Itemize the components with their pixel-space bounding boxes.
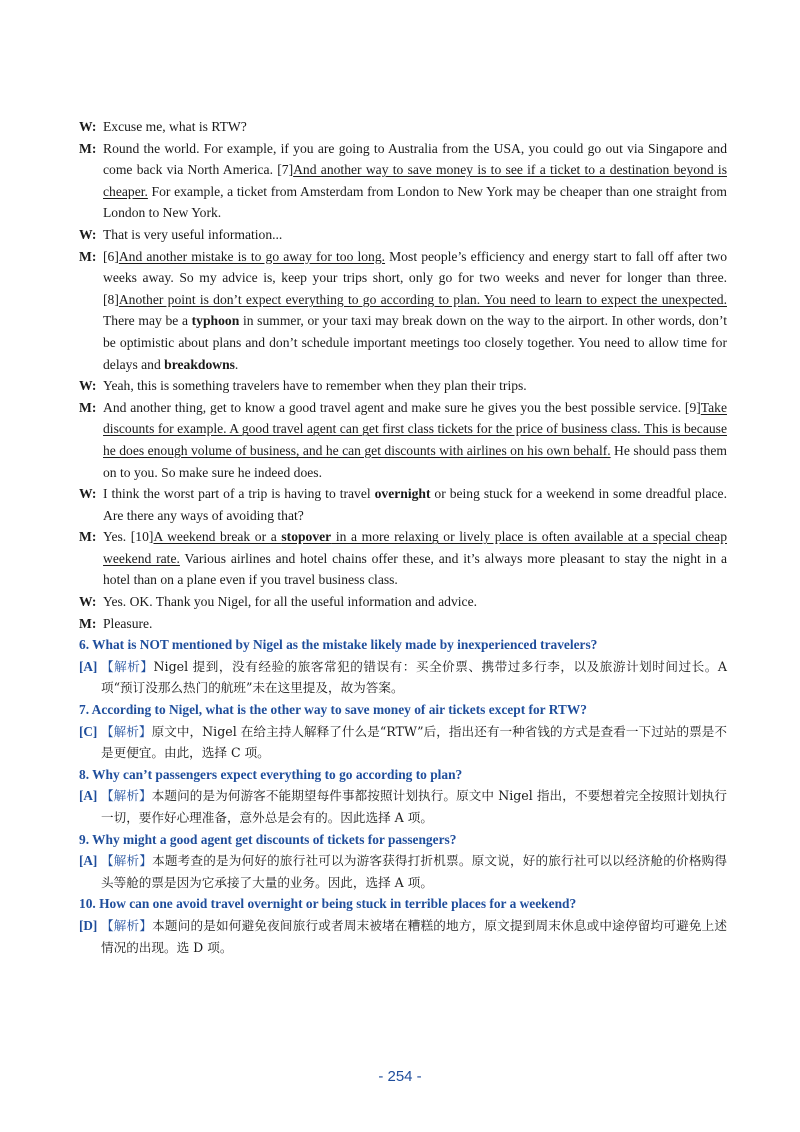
speaker-label: M: [79,140,97,156]
turn-text [103,526,727,591]
text-segment: Pleasure. [103,615,153,631]
speaker-label: M: [79,248,97,264]
text-segment: There may be a [103,313,192,329]
text-segment: Yeah, this is something travelers have to remember when they plan their trips. [103,378,527,394]
answer-key: [A] [79,658,98,674]
turn-text [103,224,727,246]
explanation-body: 本题考查的是为何好的旅行社可以为游客获得打折机票。原文说，好的旅行社可以以经济舱的价格购得头等舱的票是因为它承接了大量的业务。因此，选择 A 项。 [101,853,728,890]
answer-key: [A] [79,788,98,804]
page-number: - 254 - [378,1068,422,1085]
text-segment: I think the worst part of a trip is having to travel [103,486,375,502]
explanation-tag: 【解析】 [101,723,152,739]
speaker-label: M: [79,399,97,415]
speaker-label: W: [79,226,97,242]
explanation-tag: 【解析】 [101,658,154,674]
bold-keyword: breakdowns [164,356,235,372]
text-segment: . [234,356,239,372]
explanation-body: 本题问的是如何避免夜间旅行或者周末被堵在糟糕的地方，原文提到周末休息或中途停留均可避免上述情况的出现。选 D 项。 [101,917,728,955]
dialogue-turn [79,224,727,246]
dialogue-turn [79,397,727,483]
answer-explanation [79,656,727,699]
text-segment: Yes. [10] [103,529,154,545]
bold-keyword: typhoon [191,313,240,329]
underlined-answer-text: Another point is don’t expect everything to go according to plan. You need to learn to expect the unexpected. [118,291,727,307]
page-content [79,116,727,958]
question-text: 9. Why might a good agent get discounts of tickets for passengers? [79,831,457,847]
turn-text [103,246,727,376]
answer-key: [A] [79,853,98,869]
underlined-answer-text: stopover [281,529,332,545]
text-segment: [6] [103,248,119,264]
dialogue-turn [79,246,727,376]
text-segment: He should pass them on to you. So make sure he indeed does. [103,442,727,480]
text-segment: Round the world. For example, if you are going to Australia from the USA, you could go out via Singapore and come back via North America. [7] [103,140,727,178]
text-segment: And another thing, get to know a good travel agent and make sure he gives you the best possible service. [9] [103,399,701,415]
turn-text [103,591,727,613]
underlined-answer-text: And another mistake is to go away for too long. [118,248,386,264]
text-segment: or being stuck for a weekend in some dreadful place. Are there any ways of avoiding that? [103,486,727,523]
explanation-text [101,850,727,893]
dialogue-turn [79,116,727,138]
speaker-label: W: [79,594,97,610]
explanation-text [101,915,727,958]
answer-explanation [79,850,727,893]
dialogue-turn [79,613,727,635]
answer-key: [C] [79,723,98,739]
dialogue-turn [79,483,727,526]
question-text: 10. How can one avoid travel overnight or being stuck in terrible places for a weekend? [79,896,577,912]
explanation-body: 本题问的是为何游客不能期望每件事都按照计划执行。原文中 Nigel 指出，不要想着完全按照计划执行一切，要作好心理准备，意外总是会有的。因此选择 A 项。 [101,788,727,825]
text-segment: Yes. OK. Thank you Nigel, for all the useful information and advice. [103,594,478,610]
question-text: 8. Why can’t passengers expect everything to go according to plan? [79,766,463,782]
explanation-tag: 【解析】 [101,917,153,933]
explanation-body: Nigel 提到，没有经验的旅客常犯的错误有：买全价票、携带过多行李，以及旅游计划时间过长。A 项“预订没那么热门的航班”未在这里提及，故为答案。 [101,658,727,696]
speaker-label: M: [79,615,97,631]
dialogue-turn [79,526,727,591]
underlined-answer-text: And another way to save money is to see if a ticket to a destination beyond is cheaper. [103,162,727,199]
dialogue-turn [79,591,727,613]
turn-text [103,138,727,224]
text-segment: That is very useful information... [103,226,283,242]
dialogue-turn [79,375,727,397]
dialogue-transcript [79,116,727,634]
explanation-tag: 【解析】 [101,788,152,804]
turn-text [103,375,727,397]
explanation-text [101,785,727,828]
underlined-answer-text: Take discounts for example. A good travel agent can get first class tickets for the price of business class. This is because he does enough volume of business, and he can get discounts with airlines on his own behalf. [103,399,727,458]
underlined-answer-text: in a more relaxing or lively place is often available at a special cheap weekend rate. [103,529,727,566]
speaker-label: M: [79,529,97,545]
speaker-label: W: [79,119,97,134]
question-list [79,634,727,958]
text-segment: in summer, or your taxi may break down on the way to the airport. In other words, don’t be optimistic about plans and don’t schedule important meetings too closely together. You need to allow time for delays and [103,313,727,372]
explanation-text [101,656,727,699]
question-text: 7. According to Nigel, what is the other way to save money of air tickets except for RTW? [79,702,587,718]
turn-text [103,483,727,526]
text-segment: Most people’s efficiency and energy start to fall off after two weeks away. So my advice is, keep your trips short, only go for two weeks and never for longer than three. [8] [103,248,727,307]
turn-text [103,116,727,138]
answer-explanation [79,721,727,764]
dialogue-turn [79,138,727,224]
speaker-label: W: [79,486,97,502]
turn-text [103,397,727,483]
answer-explanation [79,915,727,958]
explanation-text [101,721,727,764]
explanation-tag: 【解析】 [101,853,153,869]
turn-text [103,613,727,635]
text-segment: Excuse me, what is RTW? [103,119,247,134]
explanation-body: 原文中，Nigel 在给主持人解释了什么是“RTW”后，指出还有一种省钱的方式是查看一下过站的票是不是更便宜。由此，选择 C 项。 [101,723,728,761]
text-segment: Various airlines and hotel chains offer these, and it’s always more pleasant to stay the night in a hotel than on a plane even if you travel business class. [103,550,728,588]
speaker-label: W: [79,378,97,394]
text-segment: For example, a ticket from Amsterdam from London to New York may be cheaper than one straight from London to New York. [103,183,727,221]
underlined-answer-text: A weekend break or a [153,529,282,545]
answer-explanation [79,785,727,828]
bold-keyword: overnight [374,486,431,502]
question-text: 6. What is NOT mentioned by Nigel as the mistake likely made by inexperienced travelers? [79,637,598,653]
answer-key: [D] [79,917,98,933]
